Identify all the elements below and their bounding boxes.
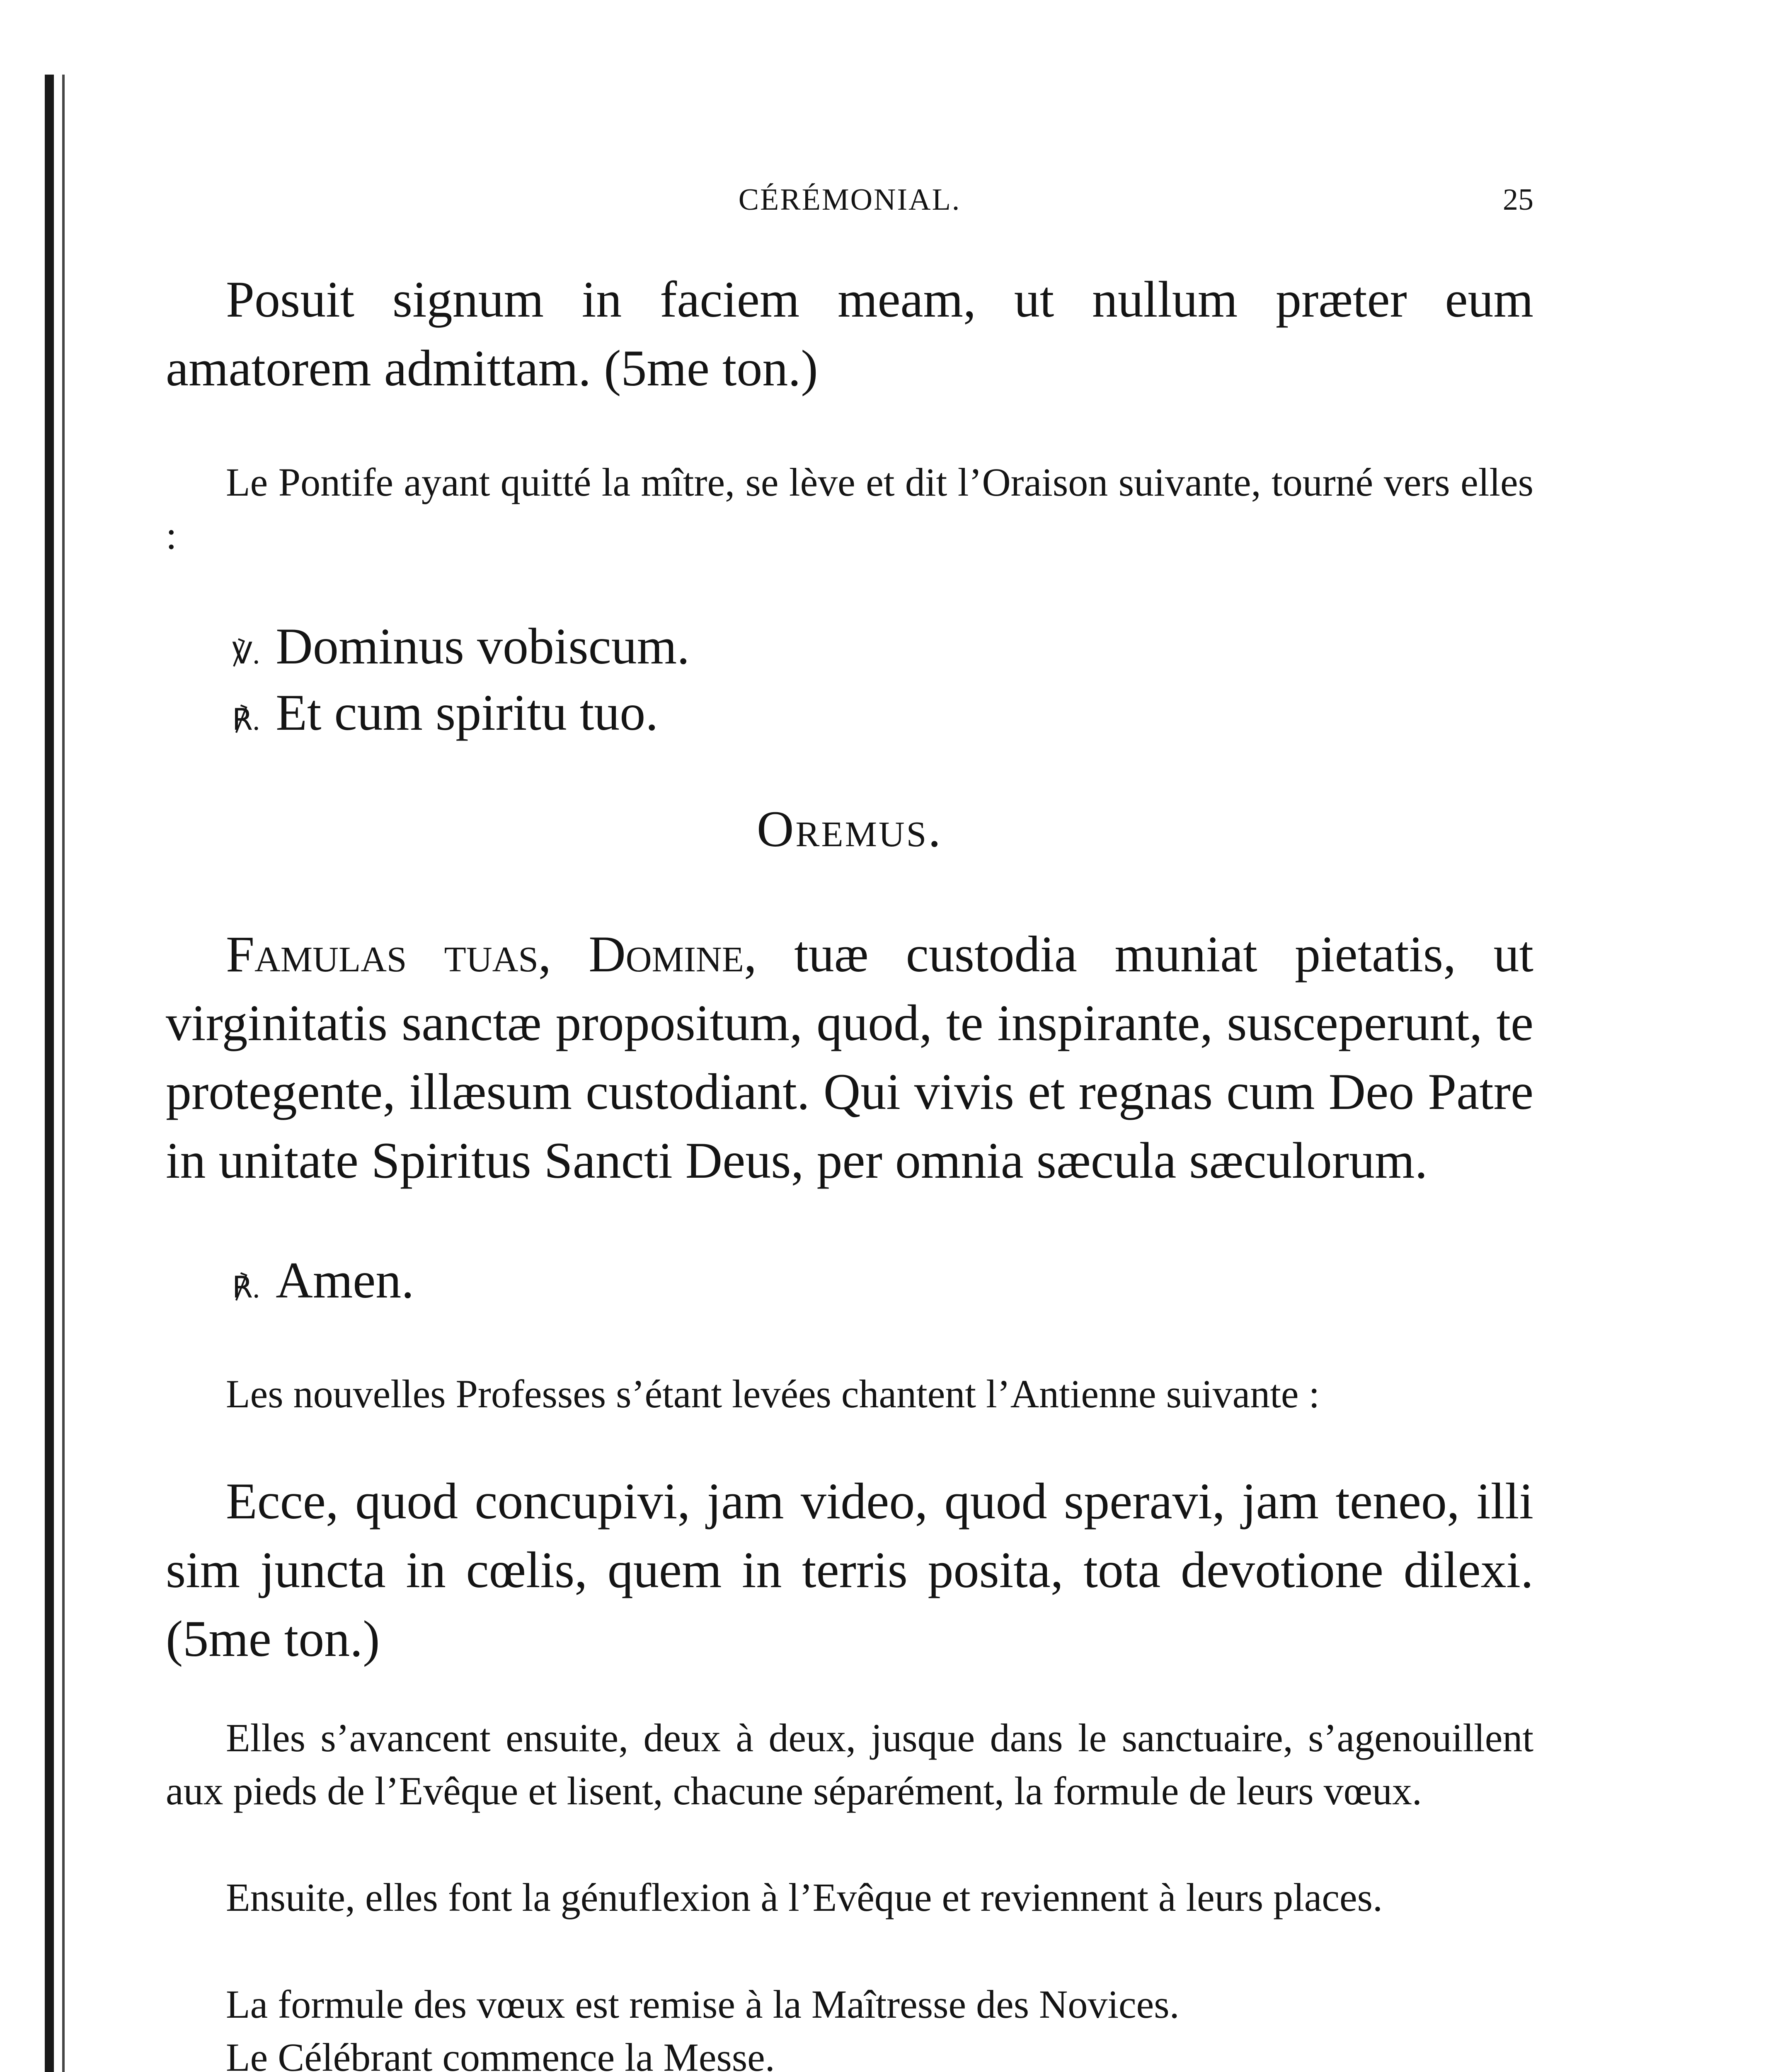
response-text: Et cum spiritu tuo. [276, 684, 659, 741]
antiphon-ecce: Ecce, quod concupivi, jam video, quod speravi, jam teneo, illi sim juncta in cœlis, quem in terris posita, tota devotione dilexi. (5me ton.) [166, 1473, 1533, 1667]
rubric-pontife: Le Pontife ayant quitté la mître, se lève et dit l’Oraison suivante, tourné vers elles : [166, 460, 1533, 557]
binding-edge-line [62, 75, 65, 2072]
running-head: CÉRÉMONIAL. [738, 183, 961, 217]
rubric-celebrant: Le Célébrant commence la Messe. [226, 2035, 775, 2072]
antiphon-posuit: Posuit signum in faciem meam, ut nullum præter eum amatorem admittam. (5me ton.) [166, 271, 1533, 397]
rubric-professes: Les nouvelles Professes s’étant levées chantent l’Antienne suivante : [226, 1372, 1320, 1416]
rubric-genuflexion: Ensuite, elles font la génuflexion à l’Evêque et reviennent à leurs places. [226, 1875, 1383, 1920]
versicle-line [232, 613, 690, 687]
page-number: 25 [1503, 183, 1533, 217]
rubric-formule: La formule des vœux est remise à la Maîtresse des Novices. [226, 1982, 1180, 2026]
rubric-avancent: Elles s’avancent ensuite, deux à deux, jusque dans le sanctuaire, s’agenouillent aux pieds de l’Evêque et lisent, chacune séparément, la formule de leurs vœux. [166, 1716, 1533, 1813]
versicle-symbol: ℣. [232, 637, 260, 670]
response-text: Amen. [276, 1252, 414, 1309]
oremus-heading: Oremus. [756, 801, 943, 857]
response-line-2 [232, 1247, 414, 1321]
response-symbol: ℟. [232, 703, 260, 736]
prayer-opening: Famulas tuas, Domine, [226, 926, 757, 983]
response-symbol: ℟. [232, 1271, 260, 1304]
page-header [166, 182, 1533, 228]
response-line-1 [232, 680, 658, 753]
prayer-famulas [166, 920, 1533, 1195]
prayer-body: tuæ custodia muniat pietatis, ut virginitatis sanctæ propositum, quod, te inspirante, susceperunt, te protegente, illæsum custodiant. Qui vivis et regnas cum Deo Patre in unitate Spiritus Sancti Deus, per omnia sæcula sæculorum. [166, 926, 1533, 1189]
binding-edge [45, 75, 54, 2072]
versicle-text: Dominus vobiscum. [276, 618, 690, 675]
